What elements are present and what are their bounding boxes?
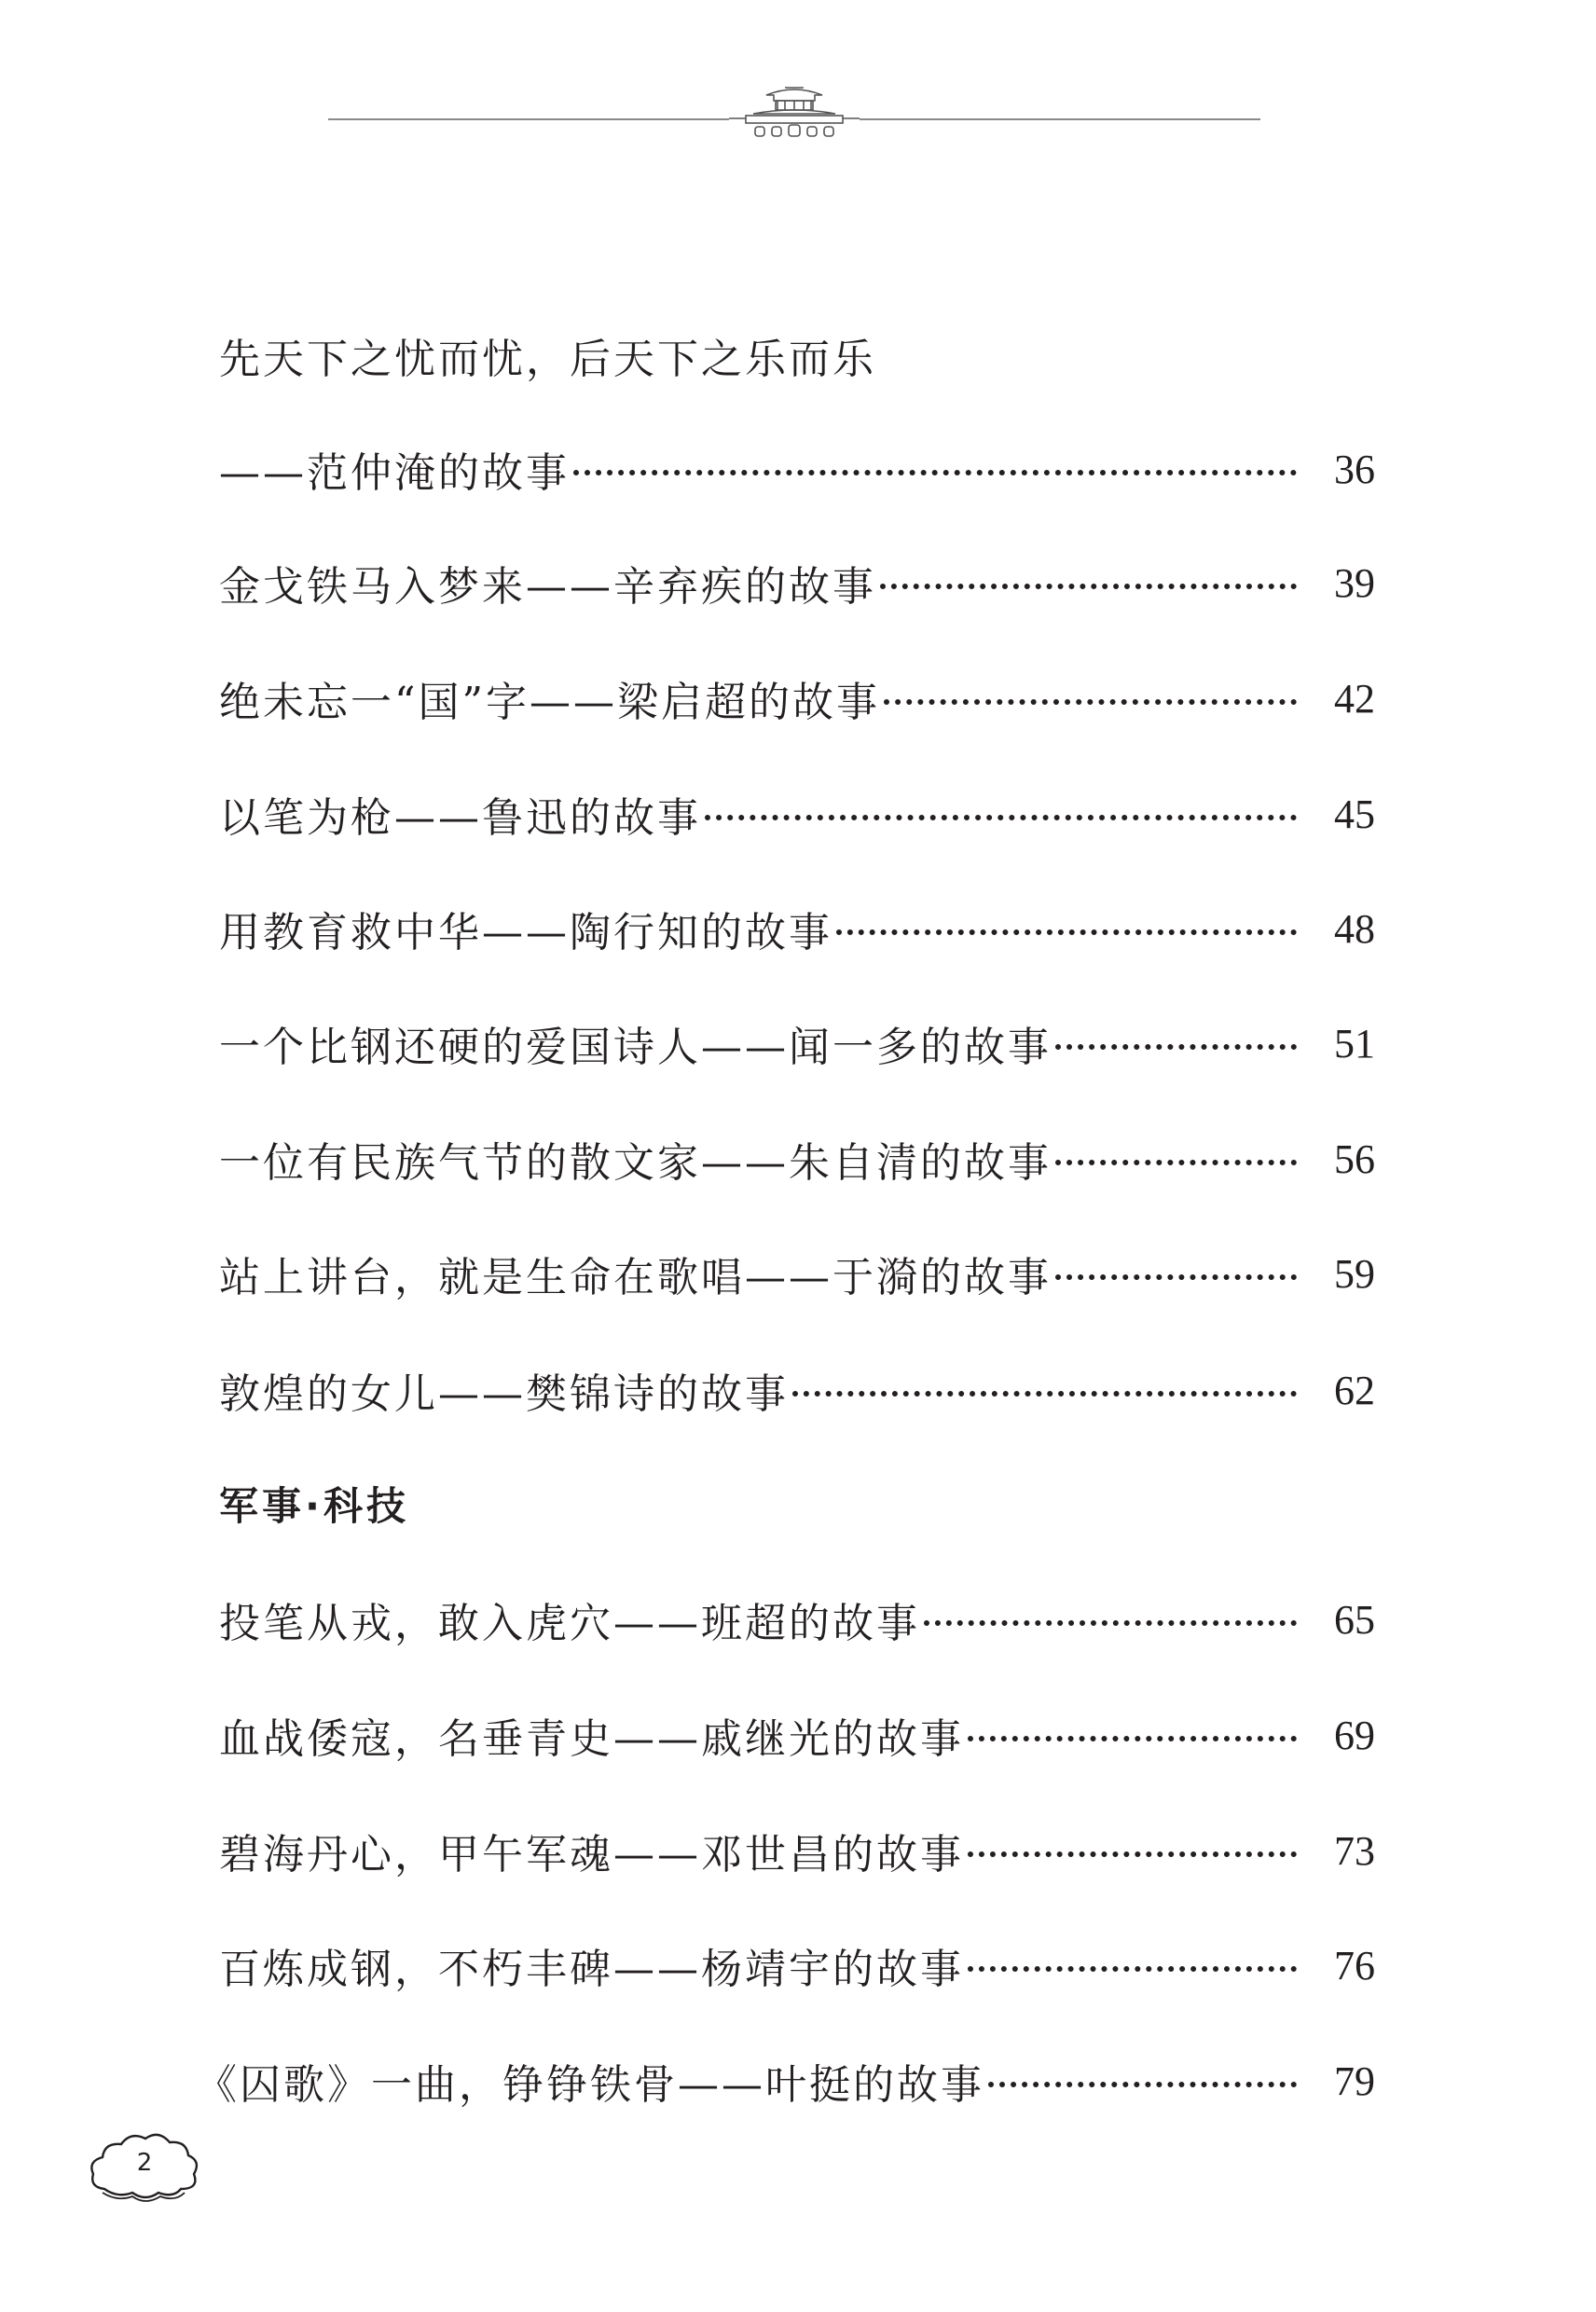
toc-entry-page: 48	[1334, 905, 1375, 952]
toc-entry-page: 51	[1334, 1020, 1375, 1067]
toc-entry[interactable]	[196, 2050, 1375, 2112]
page-number-badge	[84, 2124, 205, 2208]
toc-entry-page: 42	[1334, 675, 1375, 722]
toc-entry-page: 79	[1334, 2057, 1375, 2104]
dot-leader	[792, 1391, 1297, 1397]
toc-entry-page: 73	[1334, 1827, 1375, 1874]
toc-entry-page: 76	[1334, 1942, 1375, 1989]
toc-entry-title: 血战倭寇，名垂青史——戚继光的故事	[219, 1715, 964, 1763]
toc-entry-title: 百炼成钢，不朽丰碑——杨靖宇的故事	[219, 1946, 964, 1993]
toc-entry-title: 以笔为枪——鲁迅的故事	[219, 794, 701, 842]
dot-leader	[705, 815, 1297, 820]
dot-leader	[573, 470, 1297, 475]
toc-entry-title: ——范仲淹的故事	[219, 449, 570, 497]
toc-entry-title: 《囚歌》一曲，铮铮铁骨——叶挺的故事	[196, 2061, 984, 2109]
toc-entry-title: 绝未忘一“国”字——梁启超的故事	[219, 679, 880, 726]
dot-leader	[968, 1851, 1297, 1857]
toc-entry-title: 碧海丹心，甲午军魂——邓世昌的故事	[219, 1831, 964, 1878]
page-number: 2	[136, 2149, 153, 2177]
dot-leader	[968, 1736, 1297, 1741]
toc-entry-page: 39	[1334, 559, 1375, 606]
toc-entry-title: 一位有民族气节的散文家——朱自清的故事	[219, 1139, 1052, 1187]
dot-leader	[924, 1620, 1297, 1626]
toc-entry-page: 69	[1334, 1712, 1375, 1758]
toc-entry[interactable]	[219, 1934, 1375, 1996]
toc-entry-title: 敦煌的女儿——樊锦诗的故事	[219, 1370, 789, 1418]
toc-entry-title: 投笔从戎，敢入虎穴——班超的故事	[219, 1600, 920, 1647]
dot-leader	[988, 2082, 1297, 2087]
toc-entry[interactable]	[219, 1589, 1375, 1650]
toc-entry-page: 62	[1334, 1367, 1375, 1413]
toc-entry-page: 45	[1334, 791, 1375, 837]
toc-entry-title: 用教育救中华——陶行知的故事	[219, 909, 832, 956]
toc-entry[interactable]	[219, 783, 1375, 845]
toc-entry-title: 先天下之忧而忧，后天下之乐而乐	[219, 336, 876, 383]
dot-leader	[884, 699, 1297, 705]
toc-entry[interactable]	[219, 1128, 1375, 1190]
toc-entry[interactable]	[219, 1359, 1375, 1421]
toc-entry[interactable]	[219, 1243, 1375, 1304]
section-heading: 军事·科技	[219, 1483, 409, 1529]
toc-entry[interactable]	[219, 438, 1375, 500]
toc-entry[interactable]	[219, 898, 1375, 959]
toc-entry[interactable]	[219, 324, 1375, 386]
dot-leader	[1055, 1044, 1297, 1050]
toc-entry[interactable]	[219, 667, 1375, 729]
toc-entry[interactable]	[219, 1704, 1375, 1766]
dot-leader	[1055, 1160, 1297, 1165]
dot-leader	[968, 1966, 1297, 1972]
toc-entry-title: 站上讲台，就是生命在歌唱——于漪的故事	[219, 1254, 1052, 1301]
toc-entry-page: 65	[1334, 1596, 1375, 1643]
toc-entry-title: 一个比钢还硬的爱国诗人——闻一多的故事	[219, 1024, 1052, 1071]
dot-leader	[880, 584, 1297, 589]
toc-entry-page: 36	[1334, 446, 1375, 492]
toc-entry[interactable]	[219, 552, 1375, 613]
dot-leader	[836, 929, 1297, 935]
toc-entry-page: 59	[1334, 1250, 1375, 1297]
toc-entry-page: 56	[1334, 1135, 1375, 1182]
toc-entry[interactable]	[219, 1012, 1375, 1074]
dot-leader	[1055, 1274, 1297, 1280]
toc-entry[interactable]	[219, 1820, 1375, 1881]
toc-entry-title: 金戈铁马入梦来——辛弃疾的故事	[219, 563, 876, 611]
